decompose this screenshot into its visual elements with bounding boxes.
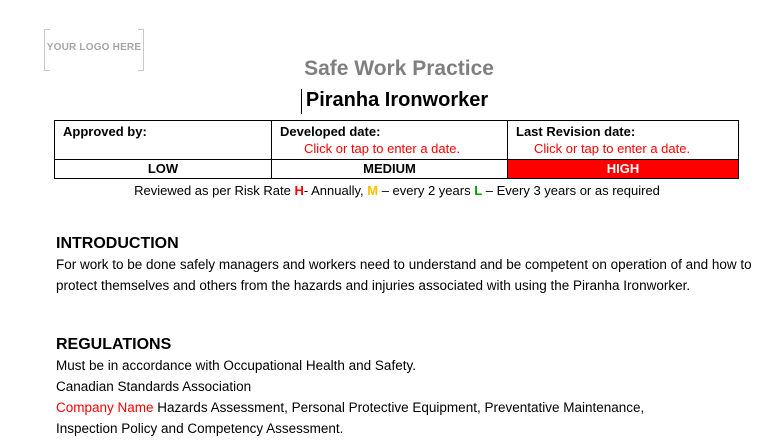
logo-text: YOUR LOGO HERE <box>46 42 142 53</box>
regulations-line-1: Must be in accordance with Occupational Health and Safety. <box>56 358 416 373</box>
regulations-line-3-rest: Hazards Assessment, Personal Protective Equipment, Preventative Maintenance, <box>153 400 645 415</box>
review-low-letter: L <box>474 183 483 198</box>
review-high-letter: H <box>294 183 304 198</box>
regulations-line-3 <box>56 397 756 418</box>
risk-low: LOW <box>55 160 272 179</box>
developed-date-label: Developed date: <box>280 124 381 139</box>
regulations-heading: REGULATIONS <box>56 336 172 353</box>
document-title: Safe Work Practice <box>304 57 494 80</box>
regulations-section <box>56 335 756 439</box>
introduction-body: For work to be done safely managers and workers need to understand and be competent on operation of and how to protect themselves and others from the hazards and injuries associated with using the Piranha Ironworker. <box>56 257 752 293</box>
review-high-text: - Annually, <box>303 183 368 198</box>
risk-medium: MEDIUM <box>272 160 508 179</box>
approved-by-label: Approved by: <box>63 124 147 139</box>
introduction-section <box>56 234 756 296</box>
document-subtitle[interactable]: Piranha Ironworker <box>305 89 489 111</box>
developed-date-cell <box>272 121 508 160</box>
risk-high: HIGH <box>508 160 739 179</box>
review-prefix: Reviewed as per Risk Rate <box>134 183 295 198</box>
last-revision-date-picker[interactable]: Click or tap to enter a date. <box>534 141 691 156</box>
last-revision-cell <box>508 121 739 160</box>
review-schedule <box>0 182 783 199</box>
review-medium-text: – every 2 years <box>378 183 475 198</box>
review-medium-letter: M <box>367 183 379 198</box>
company-name-field[interactable]: Company Name <box>56 400 154 415</box>
approval-table <box>54 120 739 179</box>
introduction-heading: INTRODUCTION <box>56 235 179 252</box>
developed-date-picker[interactable]: Click or tap to enter a date. <box>304 141 461 156</box>
regulations-line-2: Canadian Standards Association <box>56 379 252 394</box>
review-low-text: – Every 3 years or as required <box>482 183 660 198</box>
last-revision-label: Last Revision date: <box>516 124 636 139</box>
text-cursor <box>301 89 302 114</box>
regulations-line-4: Inspection Policy and Competency Assessment. <box>56 421 344 436</box>
approved-by-cell[interactable] <box>55 121 272 160</box>
